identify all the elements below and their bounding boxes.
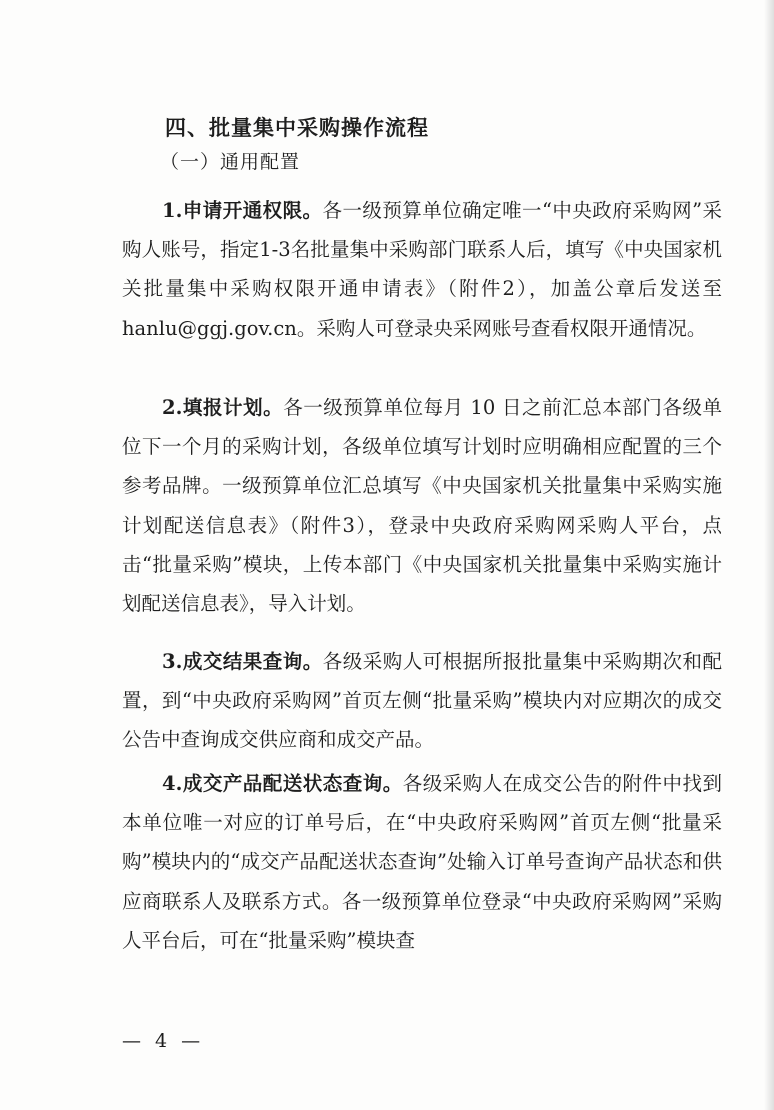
paragraph-lead: 3.成交结果查询。 [162, 650, 323, 673]
paragraph-body: 各一级预算单位确定唯一“中央政府采购网”采购人账号，指定1-3名批量集中采购部门联系人后，填写《中央国家机关批量集中采购权限开通申请表》（附件2），加盖公章后发送至 hanlu@ggj.gov.cn。采购人可登录央采网账号查看权限开通情况。 [122, 199, 722, 340]
paragraph-lead: 1.申请开通权限。 [162, 199, 323, 222]
section-heading: 四、批量集中采购操作流程 [165, 115, 429, 140]
paragraph-delivery-status-query [122, 764, 722, 960]
page-number: — 4 — [122, 1030, 205, 1052]
scan-edge-shadow [764, 0, 774, 1110]
subsection-heading: （一）通用配置 [160, 151, 301, 173]
paragraph-result-query [122, 642, 722, 760]
paragraph-body: 各级采购人可根据所报批量集中采购期次和配置，到“中央政府采购网”首页左侧“批量采购”模块内对应期次的成交公告中查询成交供应商和成交产品。 [122, 650, 722, 752]
paragraph-lead: 4.成交产品配送状态查询。 [162, 772, 403, 795]
paragraph-body: 各级采购人在成交公告的附件中找到本单位唯一对应的订单号后，在“中央政府采购网”首页左侧“批量采购”模块内的“成交产品配送状态查询”处输入订单号查询产品状态和供应商联系人及联系方式。各一级预算单位登录“中央政府采购网”采购人平台后，可在“批量采购”模块查 [122, 772, 722, 952]
paragraph-apply-permission [122, 191, 722, 348]
paragraph-submit-plan [122, 388, 722, 623]
paragraph-lead: 2.填报计划。 [162, 396, 284, 419]
paragraph-body: 各一级预算单位每月 10 日之前汇总本部门各级单位下一个月的采购计划，各级单位填写计划时应明确相应配置的三个参考品牌。一级预算单位汇总填写《中央国家机关批量集中采购实施计划配送信息表》（附件3），登录中央政府采购网采购人平台，点击“批量采购”模块，上传本部门《中央国家机关批量集中采购实施计划配送信息表》，导入计划。 [122, 396, 723, 616]
